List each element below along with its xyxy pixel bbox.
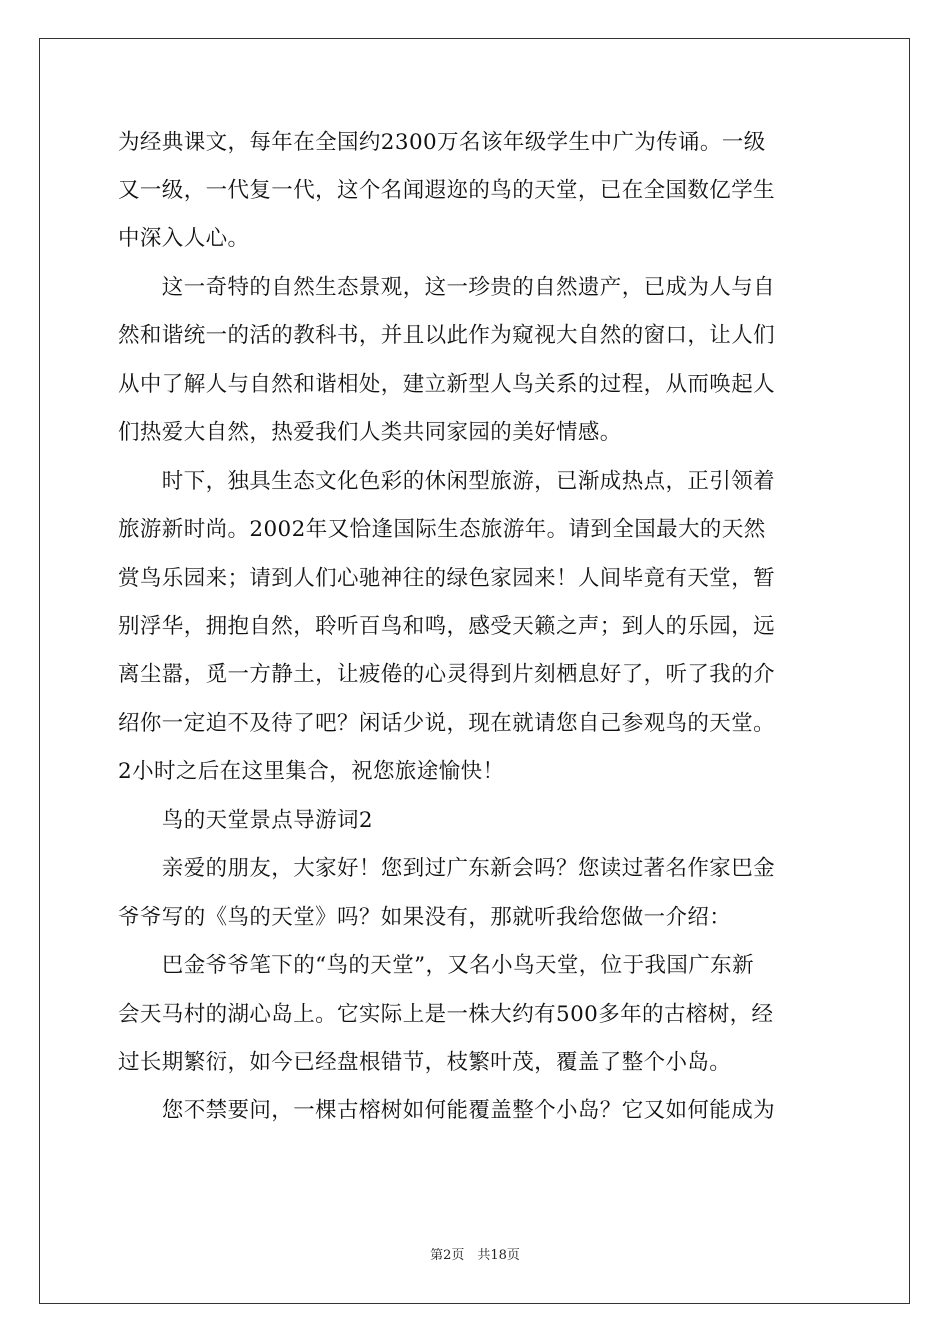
text-line: 会天马村的湖心岛上。它实际上是一株大约有500多年的古榕树，经: [118, 1002, 774, 1027]
text-line: 赏鸟乐园来；请到人们心驰神往的绿色家园来！人间毕竟有天堂，暂: [118, 566, 776, 591]
text-line: 过长期繁衍，如今已经盘根错节，枝繁叶茂，覆盖了整个小岛。: [118, 1050, 732, 1075]
text-line: 爷爷写的《鸟的天堂》吗？如果没有，那就听我给您做一介绍：: [118, 905, 732, 930]
text-line: 时下，独具生态文化色彩的休闲型旅游，已渐成热点，正引领着: [118, 469, 776, 494]
text-line: 离尘嚣，觅一方静土，让疲倦的心灵得到片刻栖息好了，听了我的介: [118, 662, 776, 687]
text-line: 2小时之后在这里集合，祝您旅途愉快！: [118, 759, 505, 784]
text-line: 中深入人心。: [118, 226, 250, 251]
text-line: 巴金爷爷笔下的“鸟的天堂”，又名小鸟天堂，位于我国广东新: [118, 953, 754, 978]
page-number-footer: 第2页 共18页: [430, 1248, 520, 1263]
text-line: 然和谐统一的活的教科书，并且以此作为窥视大自然的窗口，让人们: [118, 323, 776, 348]
text-line: 亲爱的朋友，大家好！您到过广东新会吗？您读过著名作家巴金: [118, 856, 776, 881]
text-line: 别浮华，拥抱自然，聆听百鸟和鸣，感受天籁之声；到人的乐园，远: [118, 614, 776, 639]
text-line: 您不禁要问，一棵古榕树如何能覆盖整个小岛？它又如何能成为: [118, 1098, 776, 1123]
text-line: 这一奇特的自然生态景观，这一珍贵的自然遗产，已成为人与自: [118, 275, 776, 300]
text-line: 为经典课文，每年在全国约2300万名该年级学生中广为传诵。一级: [118, 130, 766, 155]
text-line: 从中了解人与自然和谐相处，建立新型人鸟关系的过程，从而唤起人: [118, 372, 776, 397]
text-line: 绍你一定迫不及待了吧？闲话少说，现在就请您自己参观鸟的天堂。: [118, 711, 776, 736]
text-line: 旅游新时尚。2002年又恰逢国际生态旅游年。请到全国最大的天然: [118, 517, 766, 542]
text-line: 又一级，一代复一代，这个名闻遐迩的鸟的天堂，已在全国数亿学生: [118, 178, 776, 203]
text-line: 们热爱大自然，热爱我们人类共同家园的美好情感。: [118, 420, 622, 445]
section-heading: 鸟的天堂景点导游词2: [118, 808, 373, 833]
